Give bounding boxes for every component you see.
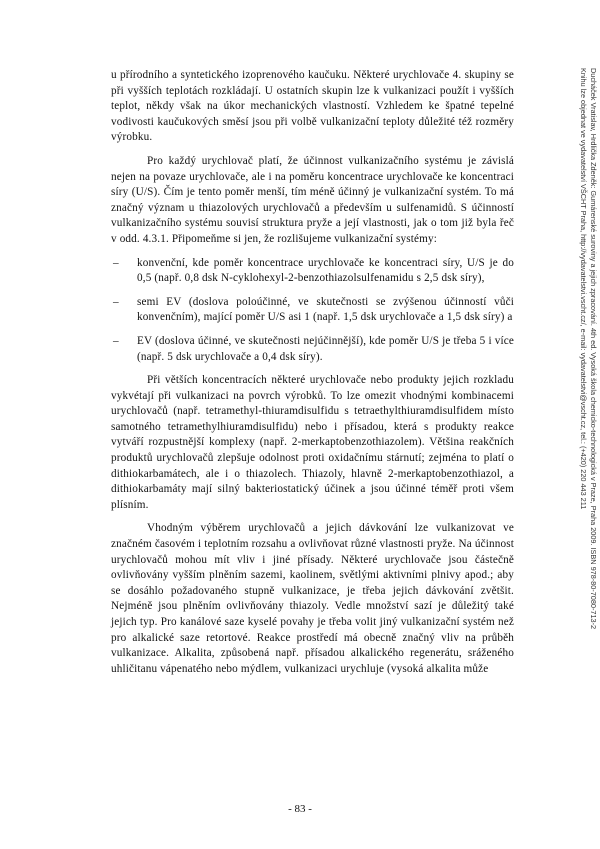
list-item-text: semi EV (doslova poloúčinné, ve skutečnosti se zvýšenou účinností vůči konvenčním), mající poměr U/S asi 1 (např. 1,5 dsk urychlovače a 1,5 dsk síry) a (137, 295, 514, 324)
ordering-info-line: Knihu lze objednat ve vydavatelství VŠCHT Praha, http://vydavatelstvi.vscht.cz/, e-mail: vydavatelstvi@vscht.cz, tel.: (+420) 220 443 211 (579, 68, 588, 510)
list-item (111, 295, 514, 326)
paragraph-4: Vhodným výběrem urychlovačů a jejich dávkování lze vulkanizovat ve značném časovém i teplotním rozsahu a ovlivňovat různé vlastnosti pryže. Na účinnost urychlovačů mohou mít vliv i jiné přísady. Některé urychlovače jsou částečně ovlivňovány vyšším plněním sazemi, kaolinem, světlými aktivními plnivy apod.; aby se dosáhlo požadovaného stupně vulkanizace, je třeba jejich dávkování zvětšit. Nejméně jsou plněním ovlivňovány thiazoly. Vedle množství sazí je důležitý také jejich typ. Pro kanálové saze kyselé povahy je třeba volit jiný vulkanizační systém než pro alkalické saze retortové. Reakce prostředí má obecně značný vliv na průběh vulkanizace. Alkalita, způsobená např. přísadou alkalického regenerátu, sráženého uhličitanu vápenatého nebo mýdlem, vulkanizaci urychluje (vysoká alkalita může (111, 522, 514, 675)
citation-line: Ducháček Vratislav, Hrdlička Zdeněk: Gumárenské suroviny a jejich zpracování. 4th ed. Vysoká škola chemicko-technologická v Praze, Praha 2009. ISBN 978-80-7080-713-2 (589, 68, 598, 630)
vulcanization-systems-list (111, 256, 514, 366)
paragraph-1: u přírodního a syntetického izoprenového kaučuku. Některé urychlovače 4. skupiny se při vyšších teplotách rozkládají. U ostatních skupin lze k vulkanizaci použít i vyšších teplot, někdy však na úkor mechanických vlastností. Vzhledem ke špatné tepelné vodivosti kaučukových směsí jsou při volbě vulkanizační teploty důležité též rozměry výrobku. (111, 69, 514, 144)
paragraph-2: Pro každý urychlovač platí, že účinnost vulkanizačního systému je závislá nejen na povaze urychlovače, ale i na poměru koncentrace urychlovače ke koncentraci síry (U/S). Čím je tento poměr menší, tím méně účinný je vulkanizační systém. To má značný význam u thiazolových urychlovačů a především u sulfenamidů. S účinností vulkanizačního systému souvisí struktura pryže a její vlastnosti, jak o tom již byla řeč v odd. 4.3.1. Připomeňme si jen, že rozlišujeme vulkanizační systémy: (111, 154, 514, 245)
list-item (111, 256, 514, 287)
list-item (111, 334, 514, 365)
page-number: - 83 - (288, 803, 312, 815)
list-item-text: konvenční, kde poměr koncentrace urychlovače ke koncentraci síry, U/S je do 0,5 (např. 0,8 dsk N-cyklohexyl-2-benzothiazolsulfenamidu s 2,5 dsk síry), (137, 256, 514, 285)
dash-bullet-icon: – (113, 295, 119, 308)
dash-bullet-icon: – (113, 256, 119, 269)
dash-bullet-icon: – (113, 334, 119, 347)
list-item-text: EV (doslova účinné, ve skutečnosti nejúčinnější), kde poměr U/S je třeba 5 i více (např. 5 dsk urychlovače a 0,4 dsk síry). (137, 334, 514, 363)
side-citation (568, 68, 598, 728)
body-text (111, 68, 514, 677)
paragraph-3: Při větších koncentracích některé urychlovače nebo produkty jejich rozkladu vykvétají při vulkanizaci na povrch výrobků. To lze omezit vhodnými kombinacemi urychlovačů (např. tetramethyl-thiuramdisulfidu s tetraethylthiuramdisulfidem místo samotného tetramethylhiuramdisulfidu) nebo i přísadou, která s produkty reakce vytváří rozpustnější komplexy (např. 2-merkaptobenzothiazolem). Většina reakčních produktů urychlovačů zlepšuje odolnost proti oxidačnímu stárnutí; zejména to platí o dithiokarbamátech, ale i o thiazolech. Thiazoly, hlavně 2-merkaptobenzothiazol, a dithiokarbamáty mají silný bakteriostatický účinek a jsou účinné téměř proti všem plísním. (111, 374, 514, 511)
